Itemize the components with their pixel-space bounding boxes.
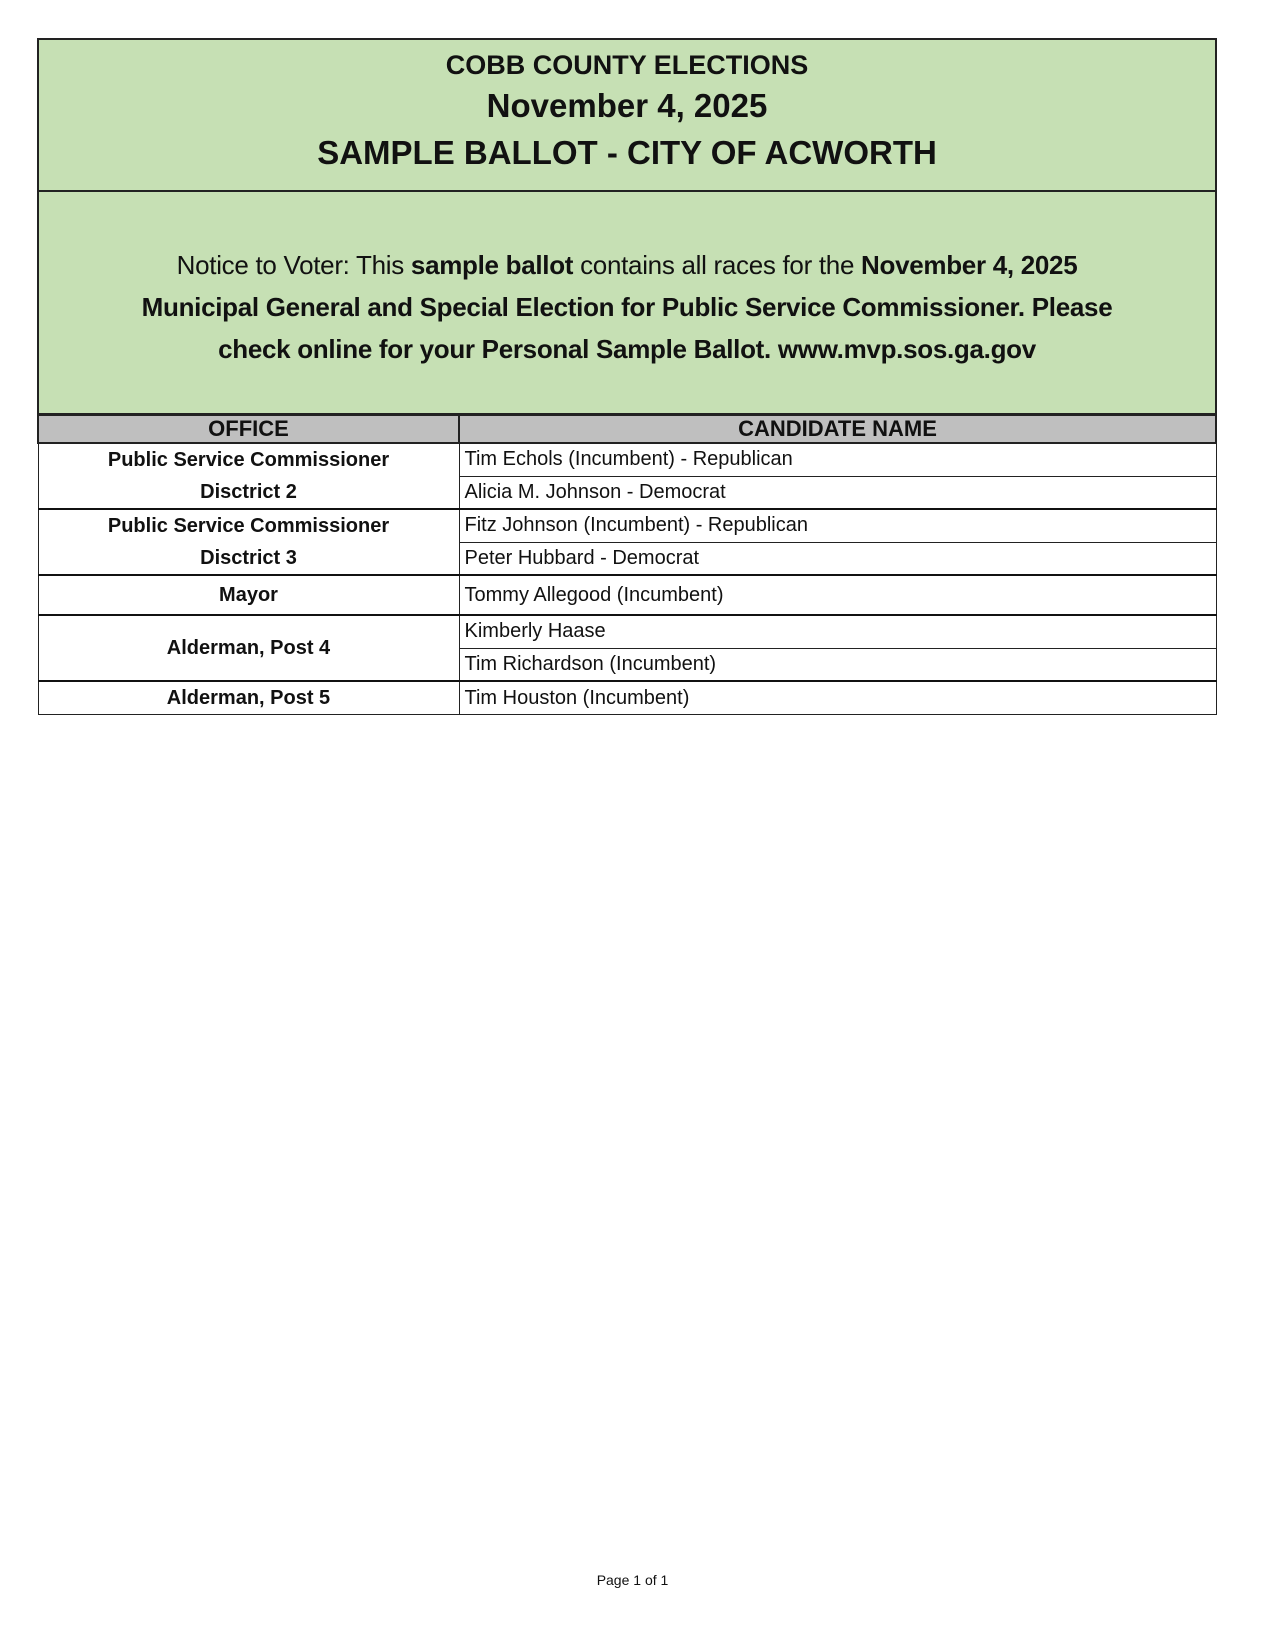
table-row xyxy=(38,443,1216,476)
table-row xyxy=(38,681,1216,715)
candidate-cell: Tommy Allegood (Incumbent) xyxy=(459,575,1216,615)
office-cell xyxy=(38,615,459,681)
org-title: COBB COUNTY ELECTIONS xyxy=(445,50,809,80)
office-line: Disctrict 3 xyxy=(200,547,297,569)
office-cell xyxy=(38,575,459,615)
candidate-cell: Tim Echols (Incumbent) - Republican xyxy=(459,443,1216,476)
notice-text: Notice to Voter: This xyxy=(176,250,411,280)
candidate-cell: Fitz Johnson (Incumbent) - Republican xyxy=(459,509,1216,542)
title-box xyxy=(39,40,1215,192)
candidate-cell: Peter Hubbard - Democrat xyxy=(459,542,1216,575)
office-line: Public Service Commissioner xyxy=(107,449,390,471)
office-cell xyxy=(38,509,459,575)
candidate-cell: Kimberly Haase xyxy=(459,615,1216,648)
table-row xyxy=(38,509,1216,542)
office-line: Mayor xyxy=(219,584,278,606)
candidate-cell: Alicia M. Johnson - Democrat xyxy=(459,476,1216,509)
page-number: Page 1 of 1 xyxy=(596,1572,669,1588)
office-line: Disctrict 2 xyxy=(200,481,297,503)
candidate-header: CANDIDATE NAME xyxy=(459,415,1216,443)
notice-bold: November 4, 2025 xyxy=(861,250,1078,280)
office-cell xyxy=(38,443,459,509)
races-table xyxy=(37,414,1217,715)
candidate-cell: Tim Houston (Incumbent) xyxy=(459,681,1216,715)
notice-bold: Municipal General and Special Election for Public Service Commissioner xyxy=(141,292,1018,322)
table-row xyxy=(38,575,1216,615)
table-header-row xyxy=(38,415,1216,443)
office-header: OFFICE xyxy=(38,415,459,443)
election-date: November 4, 2025 xyxy=(486,87,768,124)
notice-bold: check online for your Personal Sample Ballot. www.mvp.sos.ga.gov xyxy=(218,334,1036,364)
table-row xyxy=(38,615,1216,648)
office-cell xyxy=(38,681,459,715)
notice-text: contains all races for the xyxy=(573,250,862,280)
office-line: Alderman, Post 5 xyxy=(166,687,331,709)
voter-notice xyxy=(39,192,1215,370)
notice-text: . Please xyxy=(1017,292,1113,322)
office-line: Public Service Commissioner xyxy=(107,515,390,537)
ballot-header xyxy=(37,38,1217,415)
office-line: Alderman, Post 4 xyxy=(166,637,331,659)
ballot-title: SAMPLE BALLOT - CITY OF ACWORTH xyxy=(317,134,937,171)
candidate-cell: Tim Richardson (Incumbent) xyxy=(459,648,1216,681)
notice-bold: sample ballot xyxy=(410,250,574,280)
